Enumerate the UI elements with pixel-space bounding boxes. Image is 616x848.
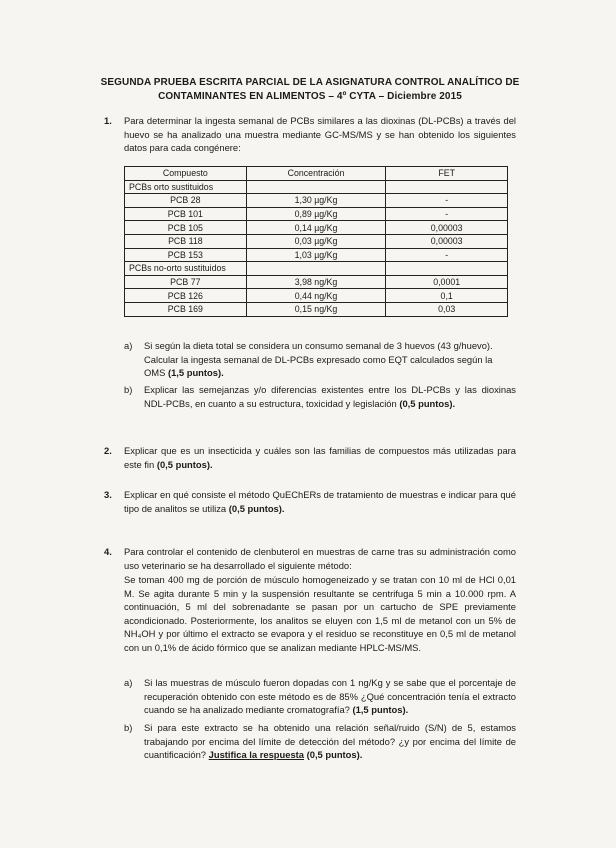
table-row xyxy=(125,248,508,262)
table-row xyxy=(125,302,508,316)
table-row xyxy=(125,221,508,235)
q1a-text: Si según la dieta total se considera un consumo semanal de 3 huevos (43 g/huevo). Calcular la ingesta semanal de DL-PCBs expresado como EQT calculados según la OMS xyxy=(144,340,493,379)
empty-cell xyxy=(246,180,386,194)
q1b-text: Explicar las semejanzas y/o diferencias existentes entre los DL-PCBs y las dioxinas NDL-PCBs, en cuanto a su estructura, toxicidad y legislación xyxy=(144,384,516,409)
q2-points: (0,5 puntos). xyxy=(156,458,213,470)
concentration-cell: 0,03 µg/Kg xyxy=(246,234,386,248)
q1-number: 1. xyxy=(104,115,112,126)
fet-cell: 0,03 xyxy=(386,302,508,316)
concentration-cell: 1,30 µg/Kg xyxy=(246,194,386,208)
q4a-text: Si las muestras de músculo fueron dopadas con 1 ng/Kg y se sabe que el porcentaje de recuperación obtenido con este método es de 85% ¿Qué concentración tenía el extracto cuando se ha analizado mediante cromatografía? xyxy=(144,677,516,716)
q4-text-intro: Para controlar el contenido de clenbuterol en muestras de carne tras su administración como uso veterinario se ha desarrollado el siguiente método: xyxy=(124,546,516,571)
empty-cell xyxy=(386,180,508,194)
q4a-points: (1,5 puntos). xyxy=(352,704,409,716)
group-non-ortho: PCBs no-orto sustituidos xyxy=(125,262,247,276)
q2-body xyxy=(124,444,516,471)
fet-cell: 0,0001 xyxy=(386,275,508,289)
exam-title: SEGUNDA PRUEBA ESCRITA PARCIAL DE LA ASIGNATURA CONTROL ANALÍTICO DE CONTAMINANTES EN ALIMENTOS – 4º CYTA – Diciembre 2015 xyxy=(100,77,520,102)
fet-cell: 0,00003 xyxy=(386,221,508,235)
concentration-cell: 3,98 ng/Kg xyxy=(246,275,386,289)
compound-cell: PCB 118 xyxy=(125,234,247,248)
q4b-justify: Justifica la respuesta xyxy=(208,749,304,761)
concentration-cell: 0,89 µg/Kg xyxy=(246,207,386,221)
q4b-label: b) xyxy=(124,722,133,733)
q3-text: Explicar en qué consiste el método QuEChERs de tratamiento de muestras e indicar para qué tipo de analitos se utiliza xyxy=(124,489,516,514)
q1b-label: b) xyxy=(124,384,133,395)
concentration-cell: 0,15 ng/Kg xyxy=(246,302,386,316)
empty-cell xyxy=(246,262,386,276)
fet-cell: 0,1 xyxy=(386,289,508,303)
table-header-row xyxy=(125,167,508,181)
table-row xyxy=(125,234,508,248)
table-row xyxy=(125,275,508,289)
concentration-cell: 1,03 µg/Kg xyxy=(246,248,386,262)
header-concentration: Concentración xyxy=(246,167,386,181)
table-row xyxy=(125,289,508,303)
fet-cell: - xyxy=(386,248,508,262)
compound-cell: PCB 77 xyxy=(125,275,247,289)
congener-table xyxy=(124,166,508,317)
concentration-cell: 0,14 µg/Kg xyxy=(246,221,386,235)
q4-number: 4. xyxy=(104,546,112,557)
q3-body xyxy=(124,488,516,515)
q1-text: Para determinar la ingesta semanal de PCBs similares a las dioxinas (DL-PCBs) a través del huevo se ha analizado una muestra mediante GC-MS/MS y se han obtenido los siguientes datos para cada congénere: xyxy=(124,115,516,154)
compound-cell: PCB 153 xyxy=(125,248,247,262)
table-row xyxy=(125,194,508,208)
concentration-cell: 0,44 ng/Kg xyxy=(246,289,386,303)
q3-points: (0,5 puntos). xyxy=(228,502,285,514)
q2-text: Explicar que es un insecticida y cuáles son las familias de compuestos más utilizadas para este fin xyxy=(124,445,516,470)
header-compound: Compuesto xyxy=(125,167,247,181)
empty-cell xyxy=(386,262,508,276)
q4-text-method: Se toman 400 mg de porción de músculo homogeneizado y se tratan con 10 ml de HCl 0,01 M. Se agita durante 5 min y la suspensión resultante se centrifuga 5 min a 10.000 rpm. A continuación, 5 ml del sobrenadante se pasan por un cartucho de SPE previamente acondicionado. Posteriormente, los analitos se eluyen con 1,5 ml de metanol con un 5% de NH₄OH y por último el extracto se evapora y el residuo se reconstituye en 0,5 ml de metanol con un 0,1% de ácido fórmico que se analizan mediante HPLC-MS/MS. xyxy=(124,574,516,653)
compound-cell: PCB 28 xyxy=(125,194,247,208)
table-group-row xyxy=(125,262,508,276)
q3-number: 3. xyxy=(104,489,112,500)
q4b-text: Si para este extracto se ha obtenido una relación señal/ruido (S/N) de 5, estamos trabajando por encima del límite de detección del método? ¿y por encima del límite de cuantificación? xyxy=(144,722,516,761)
group-ortho: PCBs orto sustituidos xyxy=(125,180,247,194)
table-group-row xyxy=(125,180,508,194)
compound-cell: PCB 169 xyxy=(125,302,247,316)
fet-cell: - xyxy=(386,207,508,221)
q1a-points: (1,5 puntos). xyxy=(167,367,224,379)
fet-cell: - xyxy=(386,194,508,208)
fet-cell: 0,00003 xyxy=(386,234,508,248)
compound-cell: PCB 105 xyxy=(125,221,247,235)
table-row xyxy=(125,207,508,221)
q4b-points: (0,5 puntos). xyxy=(306,749,363,761)
q4a-label: a) xyxy=(124,677,133,688)
q2-number: 2. xyxy=(104,445,112,456)
compound-cell: PCB 126 xyxy=(125,289,247,303)
q1a-label: a) xyxy=(124,340,133,351)
compound-cell: PCB 101 xyxy=(125,207,247,221)
header-fet: FET xyxy=(386,167,508,181)
q1b-points: (0,5 puntos). xyxy=(399,397,456,409)
